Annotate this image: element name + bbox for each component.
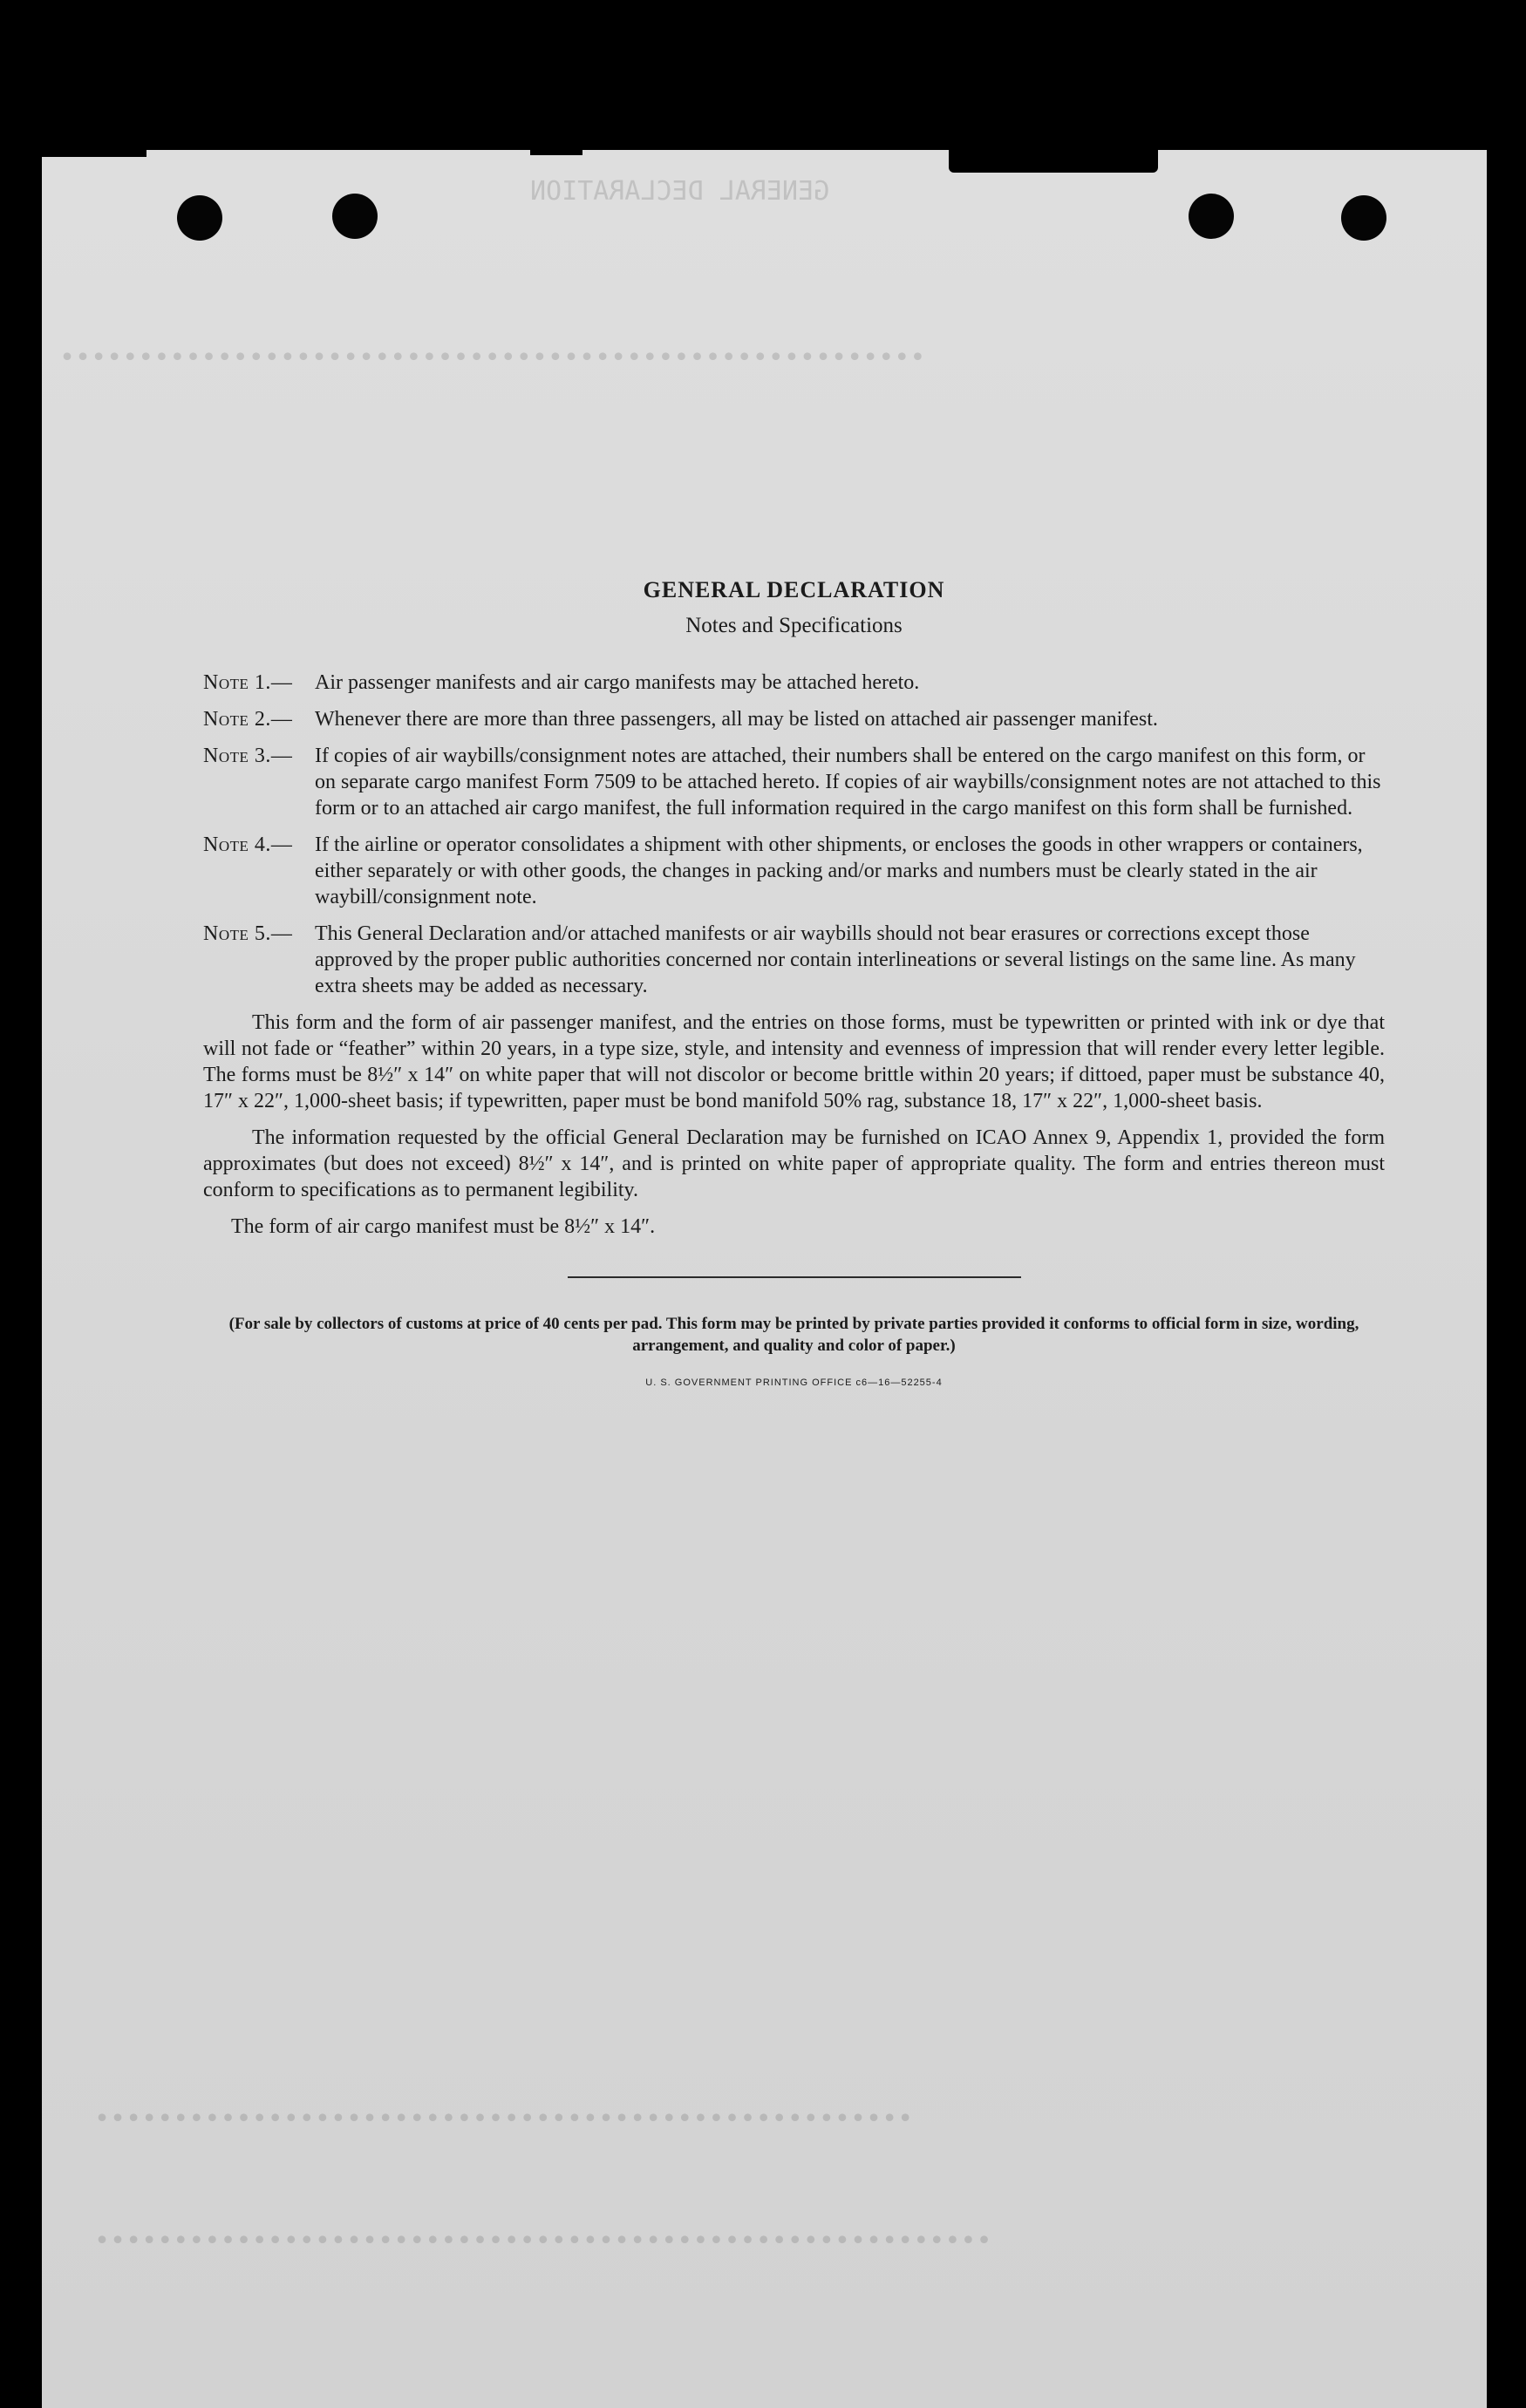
binding-tab-left [42,150,146,157]
bleed-through-text: ∙∙∙∙∙∙∙∙∙∙∙∙∙∙∙∙∙∙∙∙∙∙∙∙∙∙∙∙∙∙∙∙∙∙∙∙∙∙∙∙∙∙∙∙∙∙∙∙∙∙∙∙∙∙∙∙∙ [94,2225,992,2255]
punch-hole-1 [177,195,222,241]
document-body [203,577,1385,1388]
note-label: Note 2.— [203,708,293,731]
note-text: If copies of air waybills/consignment notes are attached, their numbers shall be entered on the cargo manifest on this form, or on separate cargo manifest Form 7509 to be attached hereto. If copies of air waybills/consignment notes are not attached to this form or to an attached air cargo manifest, the full information required in the cargo manifest on this form shall be furnished. [315,745,1381,820]
note-label: Note 5.— [203,922,293,945]
punch-hole-3 [1189,194,1234,239]
note-3 [203,743,1385,821]
note-label: Note 1.— [203,671,293,694]
sale-notice: (For sale by collectors of customs at price of 40 cents per pad. This form may be printed by private parties provided it conforms to official form in size, wording, arrangement, and quality and color of paper.) [228,1315,1359,1355]
printer-line: U. S. GOVERNMENT PRINTING OFFICE c6—16—52255-4 [645,1377,943,1388]
page-subtitle: Notes and Specifications [685,614,903,637]
note-label: Note 4.— [203,833,293,856]
bleed-through-text: ∙∙∙∙∙∙∙∙∙∙∙∙∙∙∙∙∙∙∙∙∙∙∙∙∙∙∙∙∙∙∙∙∙∙∙∙∙∙∙∙∙∙∙∙∙∙∙∙∙∙∙∙∙∙∙ [59,342,926,372]
page-title: GENERAL DECLARATION [643,577,945,602]
bleed-through-text: GENERAL DECLARATION [530,176,830,207]
binding-tab-center [949,150,1158,173]
note-text: Whenever there are more than three passengers, all may be listed on attached air passenger manifest. [315,708,1158,731]
punch-hole-2 [332,194,378,239]
note-text: If the airline or operator consolidates a shipment with other shipments, or encloses the goods in other wrappers or containers, either separately or with other goods, the changes in packing and/or marks and numbers must be clearly stated in the air waybill/consignment note. [315,833,1363,908]
binding-tab-right [530,150,582,155]
divider-rule [568,1276,1021,1278]
note-2 [203,706,1385,732]
note-text: This General Declaration and/or attached manifests or air waybills should not bear erasures or corrections except those approved by the proper public authorities concerned nor contain interlineations or several listings on the same line. As many extra sheets may be added as necessary. [315,922,1356,997]
note-4 [203,832,1385,910]
icao-paragraph: The information requested by the official General Declaration may be furnished on ICAO Annex 9, Appendix 1, provided the form approximates (but does not exceed) 8½″ x 14″, and is printed on white paper of appropriate quality. The form and entries thereon must conform to specifications as to permanent legibility. [203,1126,1385,1201]
note-1 [203,670,1385,696]
form-requirements-paragraph: This form and the form of air passenger manifest, and the entries on those forms, must be typewritten or printed with ink or dye that will not fade or “feather” within 20 years, in a type size, style, and intensity and evenness of impression that will render every letter legible. The forms must be 8½″ x 14″ on white paper that will not discolor or become brittle within 20 years; if dittoed, paper must be substance 40, 17″ x 22″, 1,000-sheet basis; if typewritten, paper must be bond manifold 50% rag, substance 18, 17″ x 22″, 1,000-sheet basis. [203,1011,1385,1112]
note-5 [203,921,1385,999]
document-page [42,150,1487,2408]
note-label: Note 3.— [203,745,293,767]
punch-hole-4 [1341,195,1386,241]
bleed-through-text: ∙∙∙∙∙∙∙∙∙∙∙∙∙∙∙∙∙∙∙∙∙∙∙∙∙∙∙∙∙∙∙∙∙∙∙∙∙∙∙∙∙∙∙∙∙∙∙∙∙∙∙∙ [94,2103,914,2133]
note-text: Air passenger manifests and air cargo manifests may be attached hereto. [315,671,920,694]
cargo-manifest-paragraph: The form of air cargo manifest must be 8½″ x 14″. [231,1215,656,1238]
